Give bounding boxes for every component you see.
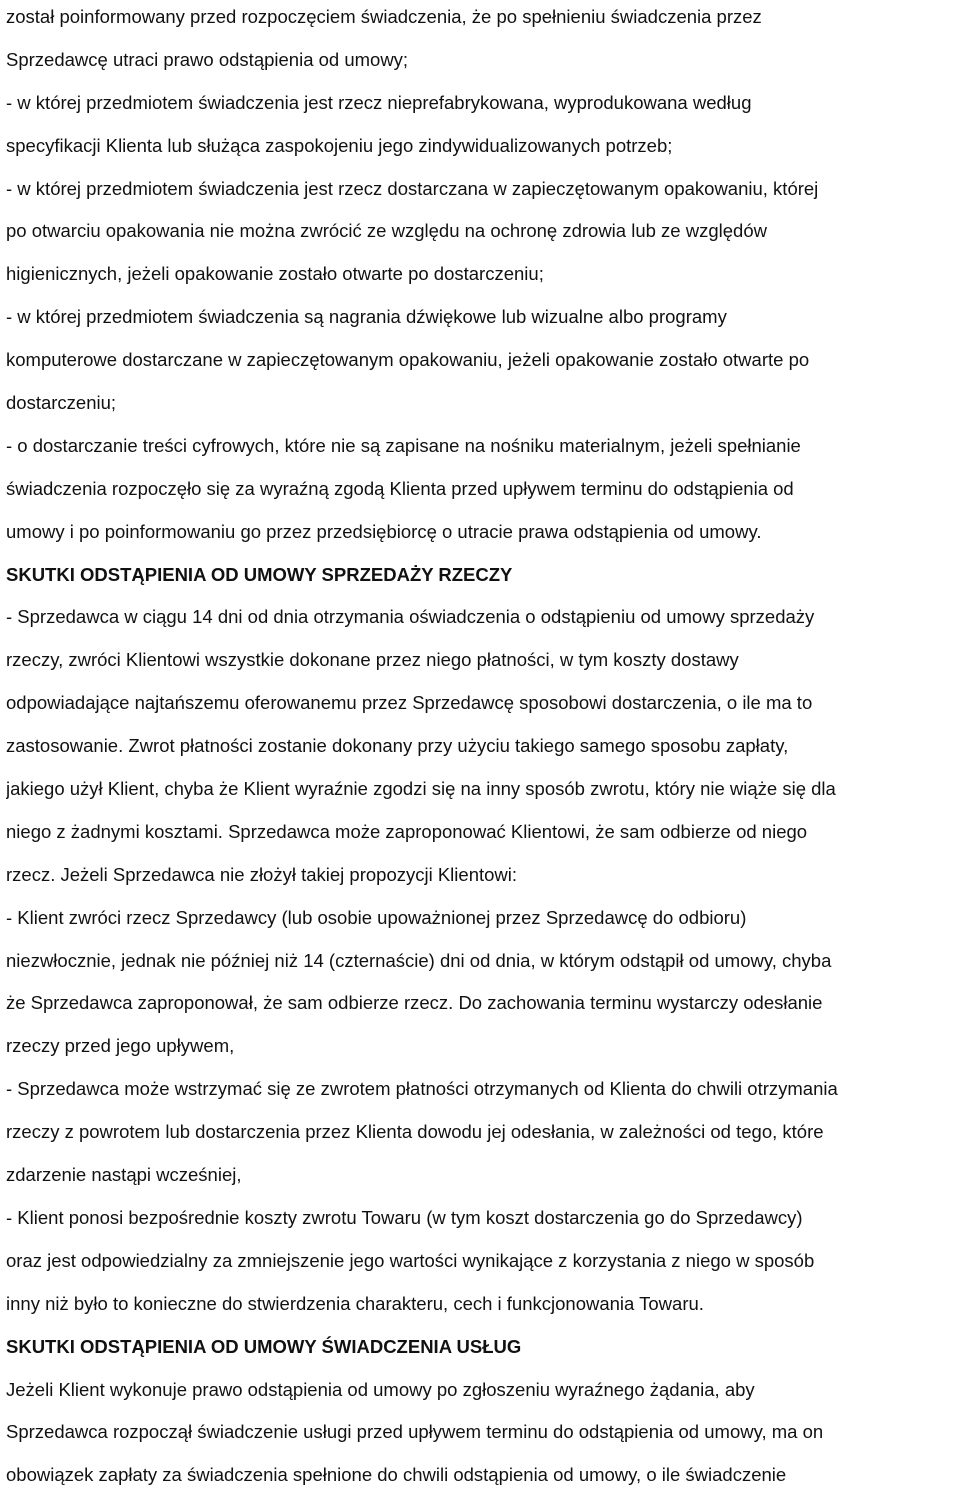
text-line: - w której przedmiotem świadczenia są nagrania dźwiękowe lub wizualne albo programy (6, 306, 727, 328)
text-line: rzeczy z powrotem lub dostarczenia przez Klienta dowodu jej odesłania, w zależności od tego, które (6, 1121, 824, 1143)
text-line: inny niż było to konieczne do stwierdzenia charakteru, cech i funkcjonowania Towaru. (6, 1292, 704, 1314)
text-line: komputerowe dostarczane w zapieczętowanym opakowaniu, jeżeli opakowanie zostało otwarte po (6, 349, 810, 371)
text-line: odpowiadające najtańszemu oferowanemu przez Sprzedawcę sposobowi dostarczenia, o ile ma to (6, 692, 813, 714)
text-line: - Klient ponosi bezpośrednie koszty zwrotu Towaru (w tym koszt dostarczenia go do Sprzedawcy) (6, 1206, 803, 1228)
text-line: świadczenia rozpoczęło się za wyraźną zgodą Klienta przed upływem terminu do odstąpienia od (6, 477, 794, 499)
section-heading: SKUTKI ODSTĄPIENIA OD UMOWY ŚWIADCZENIA USŁUG (6, 1335, 522, 1357)
section-heading: SKUTKI ODSTĄPIENIA OD UMOWY SPRZEDAŻY RZECZY (6, 563, 513, 585)
text-line: niezwłocznie, jednak nie później niż 14 (czternaście) dni od dnia, w którym odstąpił od umowy, chyba (6, 949, 832, 971)
text-line: jakiego użył Klient, chyba że Klient wyraźnie zgodzi się na inny sposób zwrotu, który nie wiąże się dla (6, 778, 836, 800)
text-line: zdarzenie nastąpi wcześniej, (6, 1164, 242, 1186)
text-line: niego z żadnymi kosztami. Sprzedawca może zaproponować Klientowi, że sam odbierze od niego (6, 820, 808, 842)
text-line: - Klient zwróci rzecz Sprzedawcy (lub osobie upoważnionej przez Sprzedawcę do odbioru) (6, 906, 747, 928)
text-line: rzeczy, zwróci Klientowi wszystkie dokonane przez niego płatności, w tym koszty dostawy (6, 649, 739, 671)
text-line: - w której przedmiotem świadczenia jest rzecz dostarczana w zapieczętowanym opakowaniu, której (6, 177, 819, 199)
text-line: - o dostarczanie treści cyfrowych, które nie są zapisane na nośniku materialnym, jeżeli spełnianie (6, 434, 801, 456)
text-line: - Sprzedawca w ciągu 14 dni od dnia otrzymania oświadczenia o odstąpieniu od umowy sprzedaży (6, 606, 815, 628)
text-line: oraz jest odpowiedzialny za zmniejszenie jego wartości wynikające z korzystania z niego w sposób (6, 1249, 815, 1271)
text-line: został poinformowany przed rozpoczęciem świadczenia, że po spełnieniu świadczenia przez (6, 6, 762, 27)
text-line: rzeczy przed jego upływem, (6, 1035, 235, 1057)
text-line: Jeżeli Klient wykonuje prawo odstąpienia od umowy po zgłoszeniu wyraźnego żądania, aby (6, 1378, 755, 1400)
text-line: - Sprzedawca może wstrzymać się ze zwrotem płatności otrzymanych od Klienta do chwili otrzymania (6, 1078, 838, 1100)
text-line: Sprzedawca rozpoczął świadczenie usługi przed upływem terminu do odstąpienia od umowy, ma on (6, 1421, 824, 1443)
text-line: że Sprzedawca zaproponował, że sam odbierze rzecz. Do zachowania terminu wystarczy odesłanie (6, 992, 823, 1014)
text-line: obowiązek zapłaty za świadczenia spełnione do chwili odstąpienia od umowy, o ile świadczenie (6, 1464, 787, 1486)
text-line: specyfikacji Klienta lub służąca zaspokojeniu jego zindywidualizowanych potrzeb; (6, 134, 673, 156)
document-page (6, 0, 960, 1497)
text-line: zastosowanie. Zwrot płatności zostanie dokonany przy użyciu takiego samego sposobu zapłaty, (6, 735, 789, 757)
text-line: umowy i po poinformowaniu go przez przedsiębiorcę o utracie prawa odstąpienia od umowy. (6, 520, 762, 542)
text-line: Sprzedawcę utraci prawo odstąpienia od umowy; (6, 48, 409, 70)
text-line: higienicznych, jeżeli opakowanie zostało otwarte po dostarczeniu; (6, 263, 544, 285)
text-line: rzecz. Jeżeli Sprzedawca nie złożył takiej propozycji Klientowi: (6, 863, 518, 885)
text-line: - w której przedmiotem świadczenia jest rzecz nieprefabrykowana, wyprodukowana według (6, 91, 752, 113)
text-line: dostarczeniu; (6, 392, 117, 414)
text-line: po otwarciu opakowania nie można zwrócić ze względu na ochronę zdrowia lub ze względów (6, 220, 767, 242)
